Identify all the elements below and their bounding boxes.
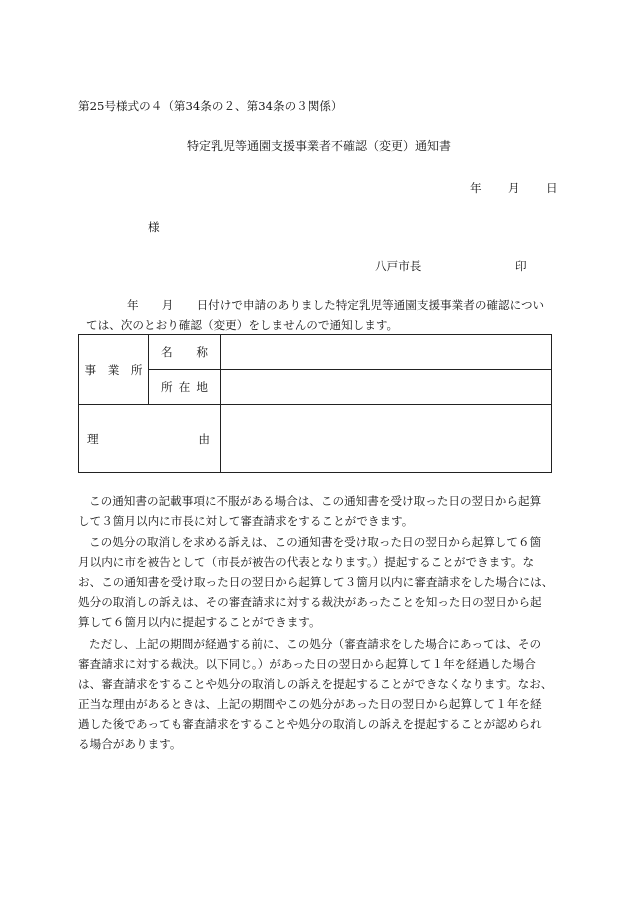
notice-line: して３箇月以内に市長に対して審査請求をすることができます。: [78, 514, 414, 528]
notice-line: 過した後であっても審査請求をすることや処分の取消しの訴えを提起することが認められ: [78, 717, 542, 731]
date-month: 月: [508, 181, 520, 195]
intro-line-2: ては、次のとおり確認（変更）をしませんので通知します。: [86, 318, 399, 332]
notice-line: は、審査請求をすることや処分の取消しの訴えを提起することができなくなります。なお、: [78, 677, 553, 691]
intro-line-1: 年 月 日付けで申請のありました特定乳児等通園支援事業者の確認につい: [127, 298, 545, 312]
reason-label: 理由: [79, 405, 221, 473]
notice-line: お、この通知書を受け取った日の翌日から起算して３箇月以内に審査請求をした場合には、: [78, 575, 554, 589]
office-label: 事 業 所: [79, 335, 149, 405]
reason-value: [221, 405, 552, 473]
form-number: 第25号様式の４（第34条の２、第34条の３関係）: [78, 99, 343, 113]
name-label: 名称: [149, 335, 221, 370]
location-value: [221, 370, 552, 405]
date-day: 日: [546, 181, 558, 195]
notice-line: 審査請求に対する裁決。以下同じ。）があった日の翌日から起算して１年を経過した場合: [78, 657, 536, 671]
notice-line: 月以内に市を被告として（市長が被告の代表となります。）提起することができます。な: [78, 555, 535, 569]
notice-paragraph-3: [78, 634, 554, 754]
notice-line: この処分の取消しを求める訴えは、この通知書を受け取った日の翌日から起算して６箇: [89, 535, 542, 549]
notice-line: この通知書の記載事項に不服がある場合は、この通知書を受け取った日の翌日から起算: [89, 494, 542, 508]
notice-paragraph-2: [78, 532, 554, 632]
name-value: [221, 335, 552, 370]
notice-line: 処分の取消しの訴えは、その審査請求に対する裁決があったことを知った日の翌日から起: [78, 595, 542, 609]
notice-line: 算して６箇月以内に提起することができます。: [78, 615, 321, 629]
document-title: 特定乳児等通園支援事業者不確認（変更）通知書: [187, 139, 452, 153]
addressee-suffix: 様: [148, 220, 160, 234]
location-label: 所在地: [149, 370, 221, 405]
date-line: [470, 180, 558, 196]
business-info-table: [78, 334, 552, 473]
seal-mark: 印: [515, 259, 527, 273]
notice-line: ただし、上記の期間が経過する前に、この処分（審査請求をした場合にあっては、その: [89, 637, 542, 651]
notice-line: 正当な理由があるときは、上記の期間やこの処分があった日の翌日から起算して１年を経: [78, 697, 542, 711]
notice-line: る場合があります。: [78, 737, 182, 751]
date-year: 年: [470, 181, 482, 195]
notice-paragraph-1: [78, 491, 554, 531]
issuer-name: 八戸市長: [375, 259, 422, 273]
